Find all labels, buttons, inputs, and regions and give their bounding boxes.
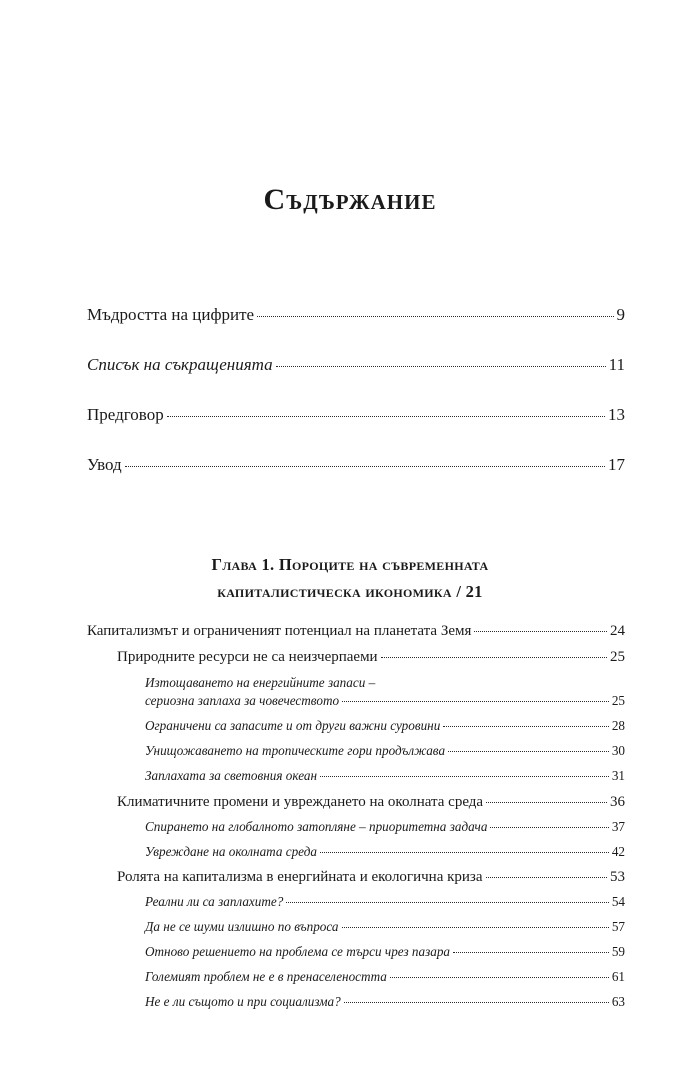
toc-entry-label-line1: Изтощаването на енергийните запаси – (145, 675, 376, 690)
toc-entry-page: 63 (611, 994, 625, 1009)
toc-entry-page: 17 (608, 455, 625, 474)
toc-entry-page: 13 (608, 405, 625, 424)
dot-leader (390, 977, 609, 978)
dot-leader (167, 416, 605, 417)
dot-leader (320, 776, 609, 777)
dot-leader (257, 316, 613, 317)
dot-leader (474, 631, 607, 632)
toc-entry[interactable] (117, 869, 625, 886)
dot-leader (381, 657, 607, 658)
dot-leader (486, 802, 607, 803)
toc-entry-label: Реални ли са заплахите? (145, 894, 284, 909)
toc-entry[interactable] (145, 969, 625, 985)
toc-entry-page: 37 (611, 819, 625, 834)
toc-entry[interactable] (145, 994, 625, 1010)
dot-leader (320, 852, 609, 853)
toc-entry-label: Отново решението на проблема се търси чрез пазара (145, 944, 451, 959)
toc-entry-label: Големият проблем не е в пренаселеността (145, 969, 387, 984)
dot-leader (448, 751, 609, 752)
toc-entry[interactable] (145, 944, 625, 960)
toc-entry[interactable] (145, 743, 625, 759)
toc-entry[interactable] (145, 894, 625, 910)
toc-entry-label: Капитализмът и ограниченият потенциал на планетата Земя (87, 623, 472, 639)
toc-entry-page: 61 (611, 969, 625, 984)
toc-entry[interactable] (145, 768, 625, 784)
toc-entry-label: Не е ли същото и при социализма? (145, 994, 341, 1009)
toc-entry-page: 11 (608, 355, 625, 374)
page-title: Съдържание (263, 183, 437, 216)
toc-entry-label: Природните ресурси не са неизчерпаеми (117, 649, 378, 665)
toc-entry-label: Увод (87, 455, 122, 474)
toc-entry-label: Климатичните промени и увреждането на околната среда (117, 794, 484, 810)
toc-entry-page: 9 (616, 305, 625, 324)
toc-entry-preface[interactable] (87, 405, 625, 425)
dot-leader (276, 366, 606, 367)
dot-leader (443, 726, 608, 727)
toc-entry[interactable] (145, 919, 625, 935)
dot-leader (125, 466, 605, 467)
chapter-heading-line2: капиталистическа икономика / 21 (217, 582, 483, 601)
toc-entry-page: 36 (610, 794, 625, 810)
toc-entry-page: 54 (611, 894, 625, 909)
dot-leader (342, 701, 609, 702)
toc-entry-page: 30 (611, 743, 625, 758)
dot-leader (344, 1002, 609, 1003)
toc-entry-label: Предговор (87, 405, 164, 424)
toc-entry-label: Мъдростта на цифрите (87, 305, 255, 324)
toc-entry[interactable] (145, 693, 625, 709)
dot-leader (342, 927, 609, 928)
toc-entry-page: 24 (610, 623, 625, 639)
dot-leader (453, 952, 609, 953)
toc-entry-page: 42 (611, 844, 625, 859)
chapter-heading-line1: Глава 1. Пороците на съвременната (211, 555, 489, 574)
toc-entry-label: Ролята на капитализма в енергийната и екологична криза (117, 869, 483, 885)
toc-entry-label: Списък на съкращенията (87, 355, 273, 374)
toc-entry-page: 31 (611, 768, 625, 783)
toc-entry[interactable] (145, 844, 625, 860)
toc-entry-introduction[interactable] (87, 455, 625, 475)
toc-entry-label: Да не се шуми излишно по въпроса (145, 919, 339, 934)
toc-entry-page: 59 (611, 944, 625, 959)
toc-entry-wisdom[interactable] (87, 305, 625, 325)
toc-entry-label: Ограничени са запасите и от други важни суровини (145, 718, 441, 733)
toc-entry-label: сериозна заплаха за човечеството (145, 693, 340, 708)
toc-entry-page: 25 (611, 693, 625, 708)
toc-entry[interactable] (145, 819, 625, 835)
toc-entry-page: 25 (610, 649, 625, 665)
toc-entry-label: Унищожаването на тропическите гори продължава (145, 743, 446, 758)
toc-entry-page: 57 (611, 919, 625, 934)
toc-entry-page: 28 (611, 718, 625, 733)
dot-leader (286, 902, 608, 903)
dot-leader (490, 827, 608, 828)
toc-entry[interactable] (117, 649, 625, 666)
toc-entry-label: Увреждане на околната среда (145, 844, 317, 859)
toc-entry-label: Спирането на глобалното затопляне – приоритетна задача (145, 819, 488, 834)
toc-entry[interactable] (87, 623, 625, 640)
toc-entry-label: Заплахата за световния океан (145, 768, 318, 783)
toc-entry[interactable] (117, 794, 625, 811)
toc-entry-page: 53 (610, 869, 625, 885)
toc-entry-abbreviations[interactable] (87, 355, 625, 375)
toc-entry[interactable] (145, 718, 625, 734)
dot-leader (486, 877, 608, 878)
